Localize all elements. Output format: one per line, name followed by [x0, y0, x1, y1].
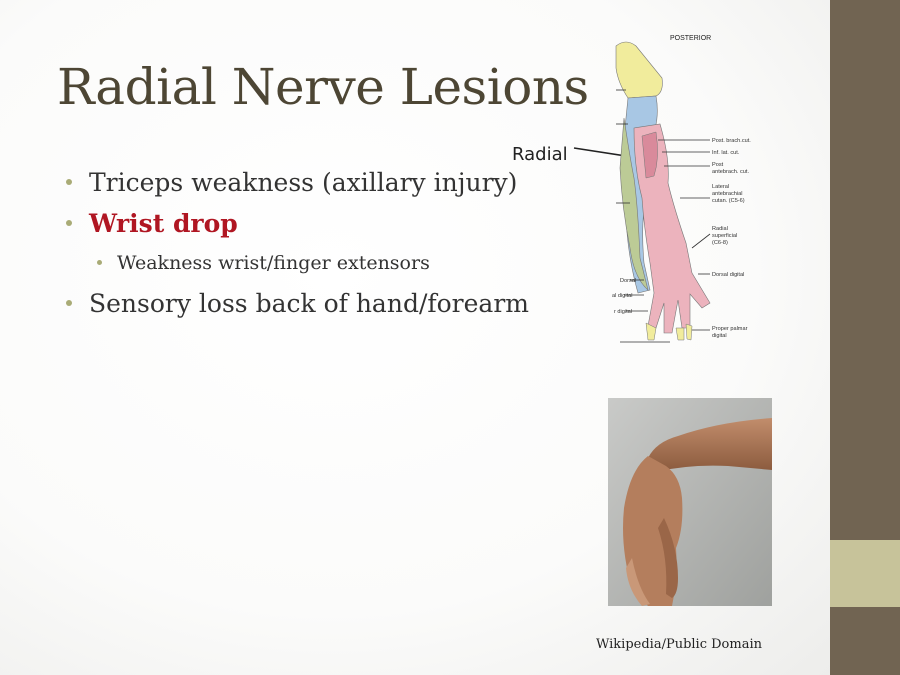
bullet-item — [66, 285, 529, 326]
right-accent-block — [830, 540, 900, 607]
radial-label: Radial — [512, 144, 568, 165]
svg-text:antebrachial: antebrachial — [712, 191, 743, 197]
bullet-item-emphasis — [66, 205, 529, 246]
svg-text:Post. brach.cut.: Post. brach.cut. — [712, 138, 751, 144]
wrist-drop-photo — [608, 398, 772, 606]
bullet-item — [66, 164, 529, 205]
bullet-text: Triceps weakness (axillary injury) — [89, 168, 518, 197]
svg-text:r digital: r digital — [614, 309, 633, 315]
svg-text:Radial: Radial — [712, 226, 728, 232]
bullet-dot — [66, 179, 72, 185]
svg-text:Proper palmar: Proper palmar — [712, 326, 748, 332]
arm-dermatome-diagram — [590, 28, 795, 353]
bullet-text: Weakness wrist/finger extensors — [117, 252, 430, 274]
sub-bullet-item — [66, 246, 529, 285]
diagram-heading: POSTERIOR — [670, 35, 712, 42]
svg-text:Inf. lat. cut.: Inf. lat. cut. — [712, 150, 740, 156]
svg-text:al digital: al digital — [612, 293, 633, 299]
bullet-list — [66, 164, 529, 326]
svg-text:Dorsal digital: Dorsal digital — [712, 272, 745, 278]
svg-text:(C6-8): (C6-8) — [712, 240, 728, 246]
svg-text:Lateral: Lateral — [712, 184, 730, 190]
image-credit: Wikipedia/Public Domain — [596, 637, 762, 652]
bullet-dot — [66, 220, 72, 226]
sub-bullet-dot — [97, 260, 102, 265]
svg-text:antebrach. cut.: antebrach. cut. — [712, 169, 750, 175]
bullet-text: Wrist drop — [89, 209, 238, 238]
svg-text:superficial: superficial — [712, 233, 738, 239]
svg-text:Dorsal: Dorsal — [620, 278, 637, 284]
svg-text:cutan. (C5-6): cutan. (C5-6) — [712, 198, 745, 204]
svg-text:Post: Post — [712, 162, 724, 168]
bullet-text: Sensory loss back of hand/forearm — [89, 289, 529, 318]
svg-text:digital: digital — [712, 333, 727, 339]
slide-title: Radial Nerve Lesions — [57, 58, 589, 116]
bullet-dot — [66, 300, 72, 306]
